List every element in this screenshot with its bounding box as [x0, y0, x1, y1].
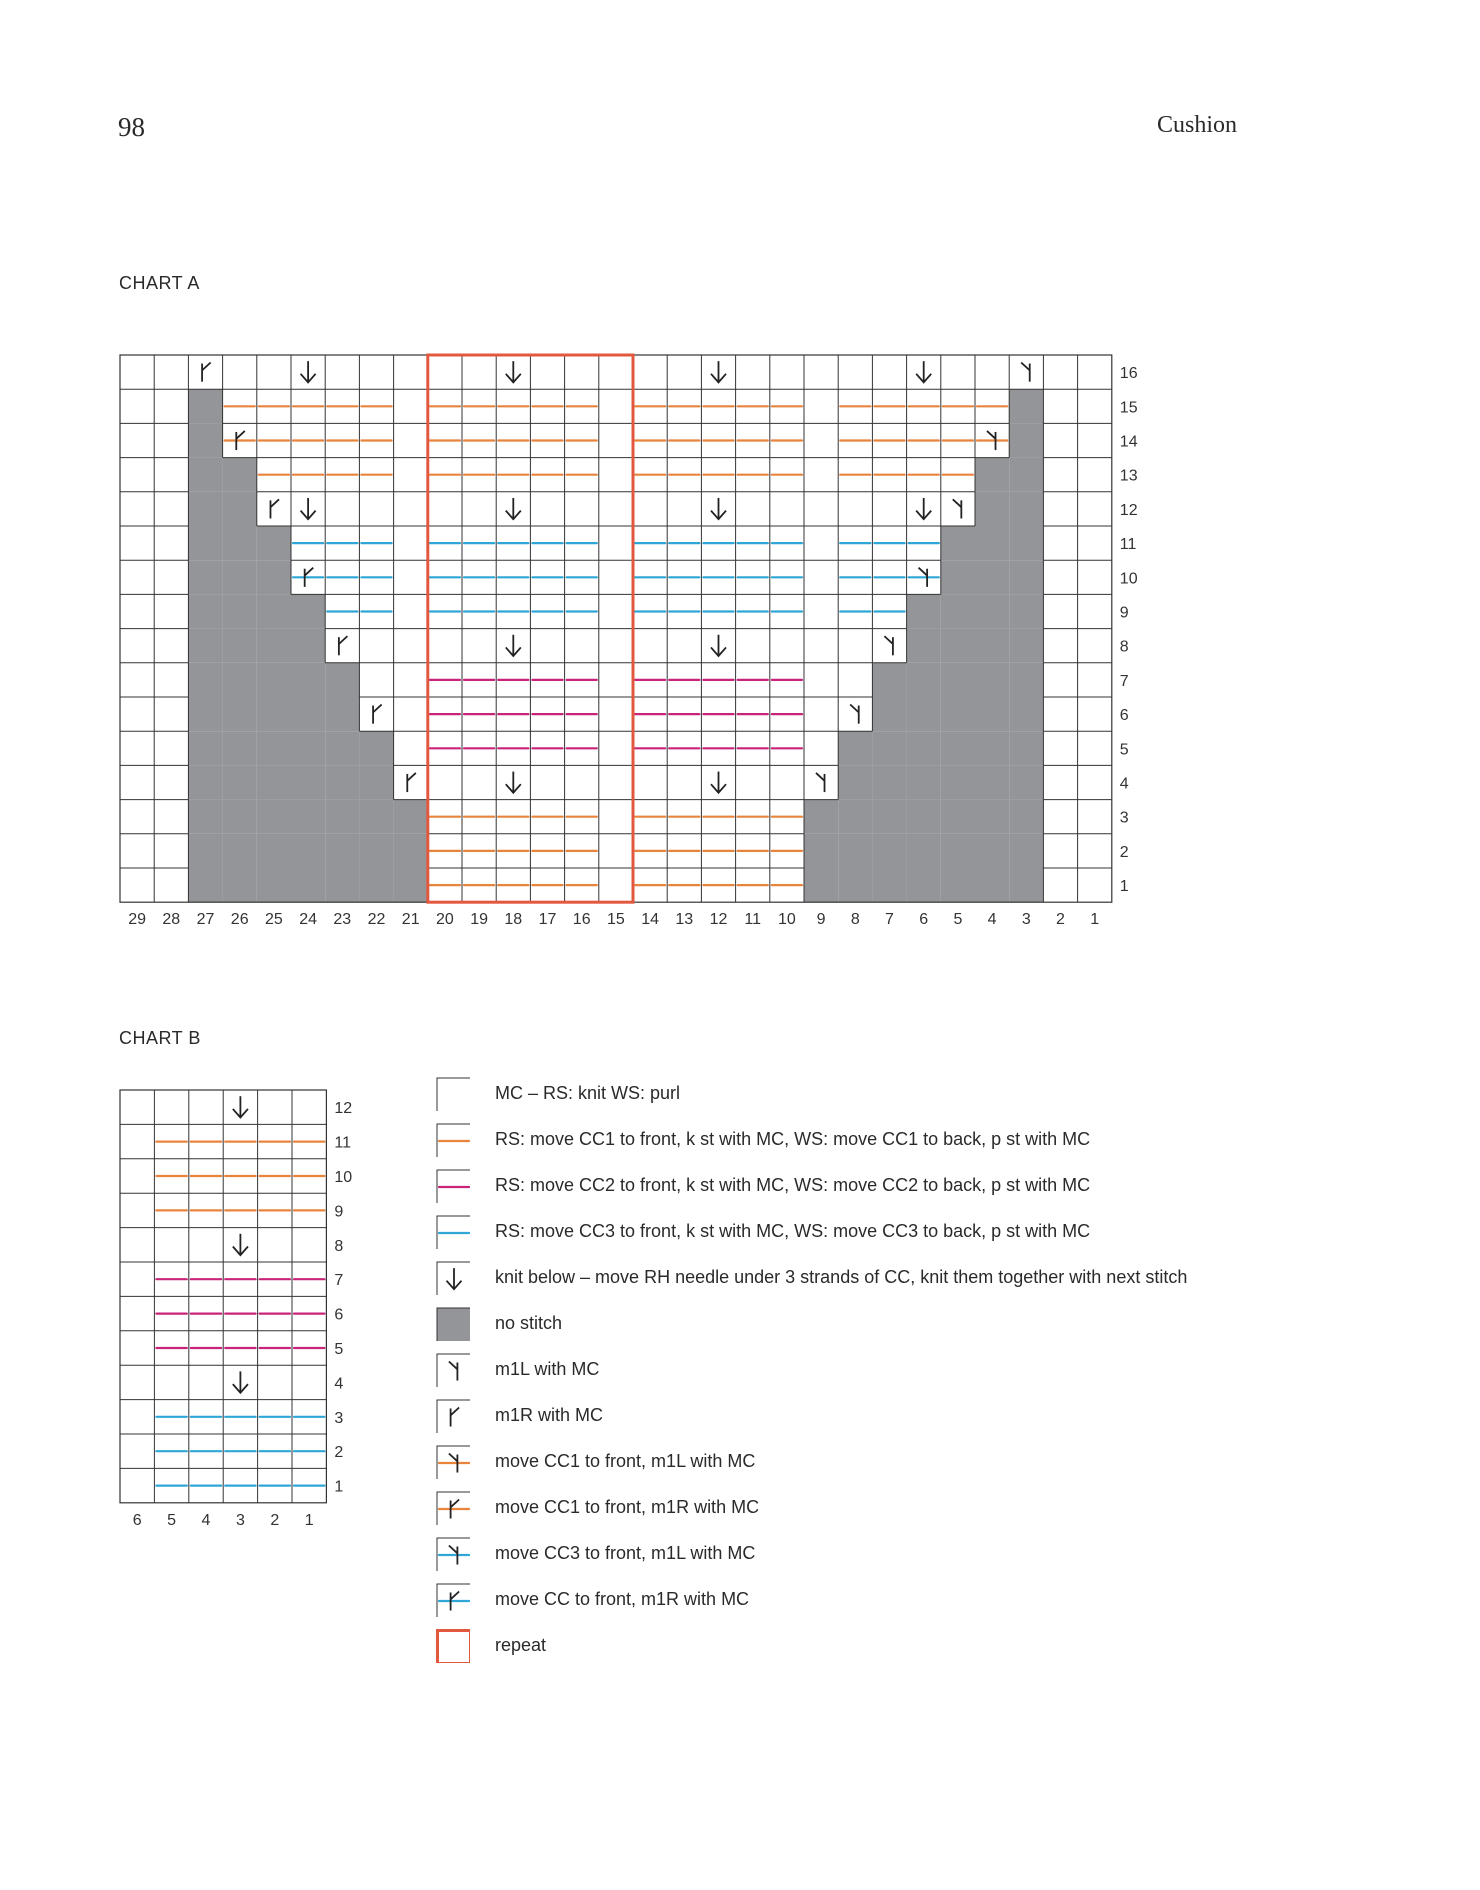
chart-a-column-label: 6 — [919, 911, 929, 929]
chart-a-column-label: 12 — [709, 911, 728, 929]
legend-text: move CC to front, m1R with MC — [495, 1589, 750, 1609]
chart-a-cell-no-stitch — [975, 765, 1009, 799]
legend-swatch-knit-below — [436, 1261, 470, 1295]
chart-a-cell-no-stitch — [872, 663, 906, 697]
chart-a-row-label: 14 — [1119, 433, 1138, 451]
chart-a-cell-no-stitch — [1009, 389, 1043, 423]
legend-text: RS: move CC1 to front, k st with MC, WS: move CC1 to back, p st with MC — [495, 1129, 1091, 1149]
chart-a-cell-no-stitch — [907, 731, 941, 765]
chart-a-column-label: 28 — [162, 911, 181, 929]
chart-a-cell-knit-below — [711, 361, 726, 382]
chart-b-row-label: 10 — [334, 1169, 353, 1186]
chart-a-column-label: 24 — [299, 911, 317, 929]
chart-b-row-label: 4 — [334, 1375, 344, 1393]
chart-a-column-label: 5 — [953, 911, 963, 929]
chart-a-column-label: 21 — [401, 911, 420, 929]
legend-text: move CC1 to front, m1L with MC — [495, 1451, 756, 1471]
chart-b — [0, 0, 420, 1890]
chart-b-row-label: 5 — [334, 1341, 344, 1358]
chart-b-column-label: 3 — [235, 1511, 245, 1529]
chart-a-cell-no-stitch — [907, 594, 941, 628]
chart-a-column-label: 18 — [504, 911, 523, 929]
legend-text: knit below – move RH needle under 3 strands of CC, knit them together with next stitch — [495, 1267, 1188, 1287]
chart-a-cell-no-stitch — [975, 629, 1009, 663]
chart-a-row-label: 2 — [1119, 843, 1129, 861]
chart-a-cell-no-stitch — [1009, 526, 1043, 560]
chart-a-cell-m1l — [953, 499, 962, 518]
legend-text: MC – RS: knit WS: purl — [495, 1083, 681, 1103]
legend-text: repeat — [495, 1635, 547, 1655]
chart-a-column-label: 16 — [572, 911, 591, 929]
chart-a-cell-no-stitch — [975, 526, 1009, 560]
chart-b-column-label: 6 — [132, 1511, 142, 1529]
chart-a-cell-no-stitch — [872, 868, 906, 902]
chart-a-cell-no-stitch — [941, 594, 975, 628]
chart-a-cell-no-stitch — [1009, 697, 1043, 731]
chart-a-cell-no-stitch — [975, 868, 1009, 902]
chart-a-cell-no-stitch — [838, 731, 872, 765]
chart-a-cell-no-stitch — [804, 868, 838, 902]
chart-a-cell-no-stitch — [838, 800, 872, 834]
page-number: 98 — [118, 112, 145, 142]
legend-swatch-cc2-float — [436, 1169, 470, 1203]
chart-a-cell-knit-below — [506, 498, 521, 519]
legend-swatch-repeat — [436, 1629, 470, 1663]
chart-a-cell-no-stitch — [838, 834, 872, 868]
chart-a-cell-no-stitch — [872, 834, 906, 868]
legend-swatch-mc-knit — [436, 1077, 470, 1111]
chart-a-cell-no-stitch — [804, 800, 838, 834]
chart-a-cell-no-stitch — [941, 629, 975, 663]
chart-a-column-label: 20 — [436, 911, 454, 929]
legend-swatch-cc3-float — [436, 1215, 470, 1249]
chart-a-cell-no-stitch — [872, 731, 906, 765]
chart-a-cell-no-stitch — [941, 765, 975, 799]
chart-a-cell-no-stitch — [975, 697, 1009, 731]
chart-a-cell-no-stitch — [1009, 492, 1043, 526]
legend-text: RS: move CC2 to front, k st with MC, WS: move CC2 to back, p st with MC — [495, 1175, 1091, 1195]
chart-b-row-label: 11 — [334, 1134, 352, 1152]
chart-a-cell-knit-below — [711, 498, 726, 519]
chart-a-cell-m1l — [850, 705, 859, 724]
chart-a-row-label: 3 — [1119, 809, 1129, 827]
legend-swatch-m1r — [436, 1399, 470, 1433]
legend-text: no stitch — [495, 1313, 563, 1333]
chart-a-cell-no-stitch — [872, 697, 906, 731]
chart-a-column-label: 22 — [367, 911, 386, 929]
chart-a-cell-no-stitch — [1009, 765, 1043, 799]
chart-b-cell-knit-below — [233, 1234, 248, 1255]
chart-a-column-label: 8 — [850, 911, 860, 929]
chart-a-cell-knit-below — [916, 361, 931, 382]
chart-a-cell-knit-below — [916, 498, 931, 519]
chart-a-row-label: 8 — [1119, 638, 1129, 656]
chart-a-row-label: 7 — [1119, 672, 1129, 690]
chart-a-cell-no-stitch — [838, 868, 872, 902]
chart-a-cell-no-stitch — [804, 834, 838, 868]
chart-a-cell-no-stitch — [1009, 731, 1043, 765]
legend-swatch-cc3-m1l — [436, 1537, 470, 1571]
chart-a-row-label: 9 — [1119, 604, 1129, 622]
chart-a-cell-no-stitch — [941, 560, 975, 594]
chart-a-column-label: 26 — [230, 911, 249, 929]
chart-a-column-label: 29 — [128, 911, 146, 929]
chart-a-row-label: 15 — [1119, 399, 1138, 417]
chart-a-row-label: 11 — [1119, 536, 1137, 554]
chart-a-column-label: 15 — [607, 911, 625, 929]
legend-swatch-cc1-float — [436, 1123, 470, 1157]
chart-a-cell-cc3-m1l — [909, 568, 939, 587]
chart-a-cell-no-stitch — [907, 834, 941, 868]
chart-a-cell-no-stitch — [941, 731, 975, 765]
chart-a-column-label: 13 — [675, 911, 694, 929]
chart-b-column-label: 5 — [167, 1511, 177, 1529]
chart-a-column-label: 1 — [1090, 911, 1100, 929]
chart-a-cell-no-stitch — [907, 765, 941, 799]
chart-a-row-label: 10 — [1119, 570, 1138, 588]
legend-text: m1R with MC — [495, 1405, 604, 1425]
chart-a-cell-no-stitch — [941, 663, 975, 697]
chart-a-cell-no-stitch — [975, 560, 1009, 594]
chart-a-cell-knit-below — [506, 635, 521, 656]
chart-a-column-label: 3 — [1021, 911, 1031, 929]
chart-a-cell-no-stitch — [975, 800, 1009, 834]
chart-a-cell-no-stitch — [941, 526, 975, 560]
chart-a-column-label: 7 — [885, 911, 894, 929]
chart-a-cell-m1l — [816, 773, 825, 792]
chart-b-row-label: 7 — [334, 1272, 344, 1290]
chart-b-column-label: 1 — [304, 1511, 314, 1529]
chart-a-cell-no-stitch — [975, 731, 1009, 765]
chart-a-cell-no-stitch — [907, 868, 941, 902]
chart-a-cell-no-stitch — [975, 663, 1009, 697]
chart-a-cell-no-stitch — [838, 765, 872, 799]
chart-a-column-label: 25 — [265, 911, 283, 929]
chart-a-column-label: 27 — [196, 911, 215, 929]
chart-b-row-label: 9 — [334, 1203, 344, 1221]
chart-a-column-label: 9 — [816, 911, 826, 929]
chart-a-column-label: 11 — [744, 911, 762, 929]
chart-a-cell-no-stitch — [941, 697, 975, 731]
chart-a-cell-no-stitch — [872, 800, 906, 834]
chart-a-row-label: 6 — [1119, 707, 1129, 725]
chart-a-cell-knit-below — [711, 635, 726, 656]
legend-swatch-m1l — [436, 1353, 470, 1387]
chart-a-column-label: 4 — [987, 911, 997, 929]
chart-b-label: CHART B — [119, 1028, 201, 1048]
chart-a-cell-m1l — [1021, 363, 1030, 382]
chart-a-column-label: 19 — [470, 911, 488, 929]
chart-a-column-label: 14 — [641, 911, 659, 929]
legend-text: RS: move CC3 to front, k st with MC, WS: move CC3 to back, p st with MC — [495, 1221, 1091, 1241]
chart-a-cell-no-stitch — [941, 800, 975, 834]
chart-b-column-label: 4 — [201, 1511, 211, 1529]
chart-a-column-label: 17 — [538, 911, 557, 929]
chart-a-cell-no-stitch — [1009, 663, 1043, 697]
chart-a-cell-no-stitch — [1009, 458, 1043, 492]
chart-a-cell-no-stitch — [1009, 423, 1043, 457]
chart-b-row-label: 3 — [334, 1409, 344, 1427]
chart-a-cell-no-stitch — [1009, 800, 1043, 834]
chart-b-cell-knit-below — [233, 1371, 248, 1392]
chart-a-cell-knit-below — [711, 772, 726, 793]
chart-b-cell-knit-below — [233, 1096, 248, 1117]
chart-a-cell-no-stitch — [872, 765, 906, 799]
chart-a-cell-no-stitch — [907, 800, 941, 834]
chart-a-cell-no-stitch — [975, 458, 1009, 492]
chart-a-cell-no-stitch — [907, 697, 941, 731]
chart-a-cell-no-stitch — [1009, 594, 1043, 628]
chart-a-cell-no-stitch — [975, 492, 1009, 526]
chart-a-label: CHART A — [119, 273, 200, 293]
chart-b-row-label: 1 — [334, 1478, 344, 1496]
chart-b-row-label: 6 — [334, 1306, 344, 1324]
chart-a-cell-no-stitch — [1009, 629, 1043, 663]
running-title: Cushion — [1156, 112, 1237, 138]
chart-a-cell-no-stitch — [975, 594, 1009, 628]
chart-a-column-label: 2 — [1056, 911, 1065, 929]
chart-a-row-label: 4 — [1119, 775, 1129, 793]
legend-swatch-cc3-m1r — [436, 1583, 470, 1617]
chart-a-cell-no-stitch — [907, 663, 941, 697]
legend-text: move CC3 to front, m1L with MC — [495, 1543, 756, 1563]
legend-text: move CC1 to front, m1R with MC — [495, 1497, 760, 1517]
chart-a-row-label: 1 — [1119, 878, 1129, 896]
chart-a-row-label: 13 — [1119, 467, 1138, 485]
chart-a-row-label: 5 — [1119, 741, 1129, 759]
chart-a-cell-no-stitch — [941, 868, 975, 902]
chart-a-column-label: 23 — [333, 911, 352, 929]
chart-a-cell-cc1-m1l — [977, 431, 1007, 450]
chart-a-cell-no-stitch — [975, 834, 1009, 868]
chart-b-column-label: 2 — [270, 1511, 280, 1529]
chart-a-cell-m1l — [884, 636, 893, 655]
chart-a-column-label: 10 — [778, 911, 796, 929]
legend-swatch-no-stitch — [436, 1307, 470, 1341]
chart-b-row-label: 12 — [334, 1100, 353, 1118]
chart-a-cell-no-stitch — [1009, 834, 1043, 868]
chart-b-row-label: 2 — [334, 1444, 344, 1462]
legend-swatch-cc1-m1l — [436, 1445, 470, 1479]
chart-a-cell-knit-below — [506, 772, 521, 793]
chart-a-cell-knit-below — [506, 361, 521, 382]
legend-text: m1L with MC — [495, 1359, 600, 1379]
legend-swatch-cc1-m1r — [436, 1491, 470, 1525]
chart-b-row-label: 8 — [334, 1237, 344, 1255]
chart-a-cell-no-stitch — [1009, 560, 1043, 594]
chart-a-row-label: 12 — [1119, 501, 1138, 519]
chart-a-cell-no-stitch — [1009, 868, 1043, 902]
chart-a-cell-no-stitch — [941, 834, 975, 868]
chart-a-cell-no-stitch — [907, 629, 941, 663]
chart-a-row-label: 16 — [1119, 365, 1138, 383]
